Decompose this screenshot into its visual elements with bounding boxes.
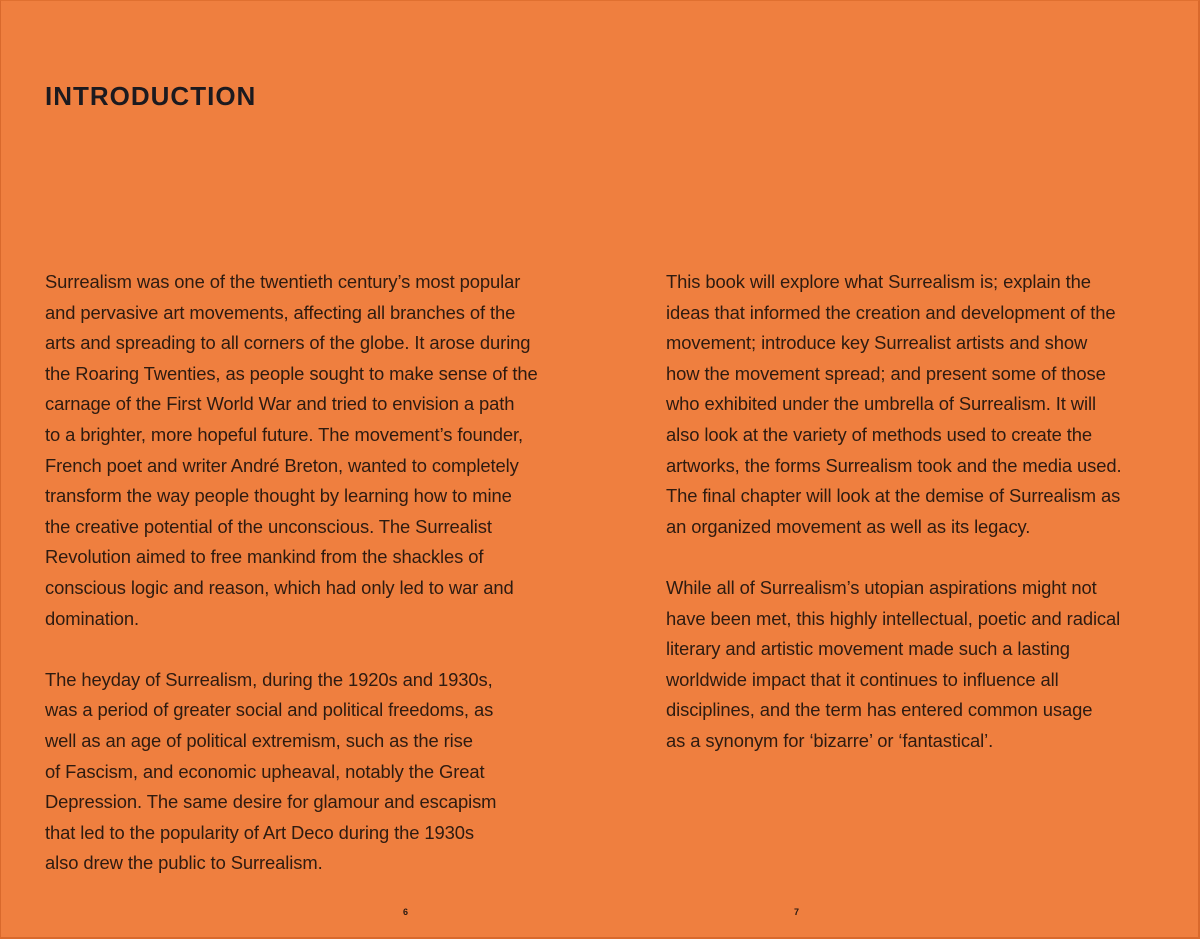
chapter-title: INTRODUCTION	[45, 81, 257, 111]
text-line: artworks, the forms Surrealism took and the media used.	[666, 454, 1122, 476]
paragraph	[45, 665, 545, 879]
left-page-column	[45, 267, 545, 909]
text-line: conscious logic and reason, which had only led to war and	[45, 576, 514, 598]
text-line: as a synonym for ‘bizarre’ or ‘fantastical’.	[666, 729, 994, 751]
text-line: was a period of greater social and political freedoms, as	[45, 699, 494, 721]
text-line: that led to the popularity of Art Deco during the 1930s	[45, 821, 475, 843]
text-line: The final chapter will look at the demise of Surrealism as	[666, 485, 1121, 507]
text-line: While all of Surrealism’s utopian aspirations might not	[666, 576, 1097, 598]
page-number-left: 6	[403, 907, 409, 917]
text-line: movement; introduce key Surrealist artists and show	[666, 332, 1088, 354]
text-line: Surrealism was one of the twentieth century’s most popular	[45, 271, 521, 292]
text-line: This book will explore what Surrealism is; explain the	[666, 271, 1091, 292]
text-line: literary and artistic movement made such a lasting	[666, 638, 1070, 660]
text-line: the Roaring Twenties, as people sought to make sense of the	[45, 362, 538, 384]
page-number-right: 7	[794, 907, 800, 917]
paragraph	[666, 267, 1166, 542]
text-line: and pervasive art movements, affecting all branches of the	[45, 301, 516, 323]
text-line: Depression. The same desire for glamour and escapism	[45, 791, 497, 813]
text-line: also drew the public to Surrealism.	[45, 852, 323, 874]
text-line: how the movement spread; and present some of those	[666, 362, 1106, 384]
text-line: domination.	[45, 607, 139, 629]
text-line: arts and spreading to all corners of the globe. It arose during	[45, 332, 531, 354]
right-page-column	[666, 267, 1166, 787]
text-line: ideas that informed the creation and development of the	[666, 301, 1116, 323]
paragraph	[45, 267, 545, 634]
text-line: Revolution aimed to free mankind from the shackles of	[45, 546, 484, 568]
text-line: also look at the variety of methods used to create the	[666, 423, 1093, 445]
text-line: who exhibited under the umbrella of Surrealism. It will	[666, 393, 1096, 415]
text-line: worldwide impact that it continues to influence all	[666, 668, 1059, 690]
text-line: transform the way people thought by learning how to mine	[45, 485, 512, 507]
text-line: have been met, this highly intellectual, poetic and radical	[666, 607, 1121, 629]
text-line: carnage of the First World War and tried to envision a path	[45, 393, 515, 415]
text-line: The heyday of Surrealism, during the 1920s and 1930s,	[45, 668, 493, 690]
text-line: the creative potential of the unconscious. The Surrealist	[45, 515, 492, 537]
text-line: to a brighter, more hopeful future. The movement’s founder,	[45, 423, 523, 445]
text-line: French poet and writer André Breton, wanted to completely	[45, 454, 519, 476]
text-line: well as an age of political extremism, such as the rise	[45, 729, 473, 751]
text-line: disciplines, and the term has entered common usage	[666, 699, 1093, 721]
text-line: an organized movement as well as its legacy.	[666, 515, 1031, 537]
text-line: of Fascism, and economic upheaval, notably the Great	[45, 760, 485, 782]
paragraph	[666, 573, 1166, 757]
